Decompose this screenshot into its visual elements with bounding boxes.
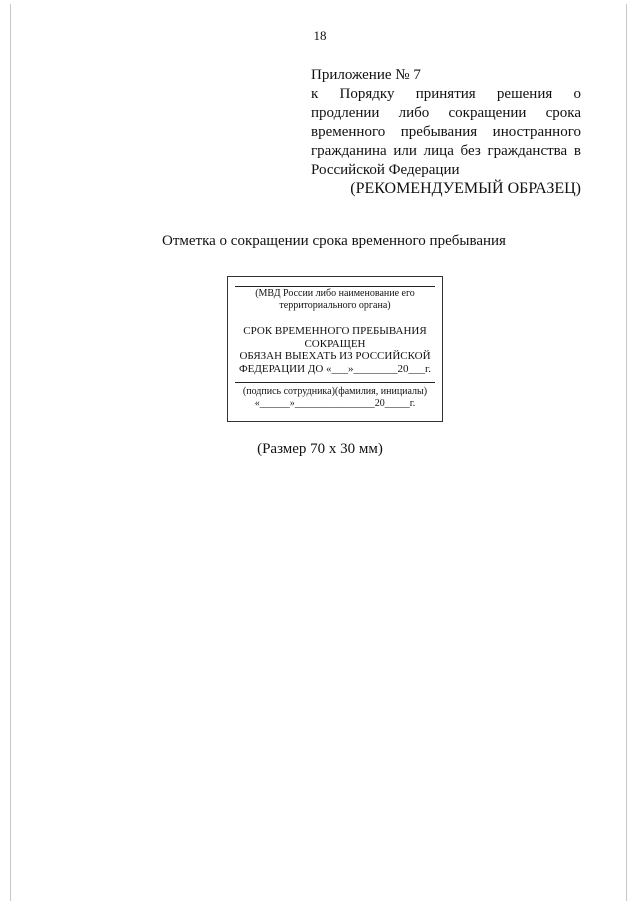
org-name-line — [235, 286, 435, 287]
stamp-line-2: СОКРАЩЕН — [304, 337, 366, 350]
stamp-date-line: «______»________________20_____г. — [254, 398, 416, 409]
stamp-form — [227, 276, 443, 422]
document-heading: Отметка о сокращении срока временного пребывания — [162, 233, 506, 249]
signature-line — [235, 382, 435, 383]
signature-caption: (подпись сотрудника)(фамилия, инициалы) — [242, 386, 428, 397]
org-caption-line2: территориального органа) — [279, 300, 391, 311]
appendix-reference: к Порядку принятия решения о продлении либо сокращении срока временного пребывания иностранного гражданина или лица без гражданства в Российской Федерации — [311, 86, 581, 178]
org-caption — [235, 288, 435, 312]
org-caption-line1: (МВД России либо наименование его — [255, 288, 415, 299]
stamp-body — [235, 325, 435, 375]
appendix-block — [311, 66, 581, 180]
stamp-line-3: ОБЯЗАН ВЫЕХАТЬ ИЗ РОССИЙСКОЙ — [239, 350, 431, 362]
size-note: (Размер 70 х 30 мм) — [257, 441, 383, 457]
stamp-line-1: СРОК ВРЕМЕННОГО ПРЕБЫВАНИЯ — [243, 325, 427, 337]
stamp-line-4: ФЕДЕРАЦИИ ДО «___»________20___г. — [238, 362, 432, 375]
appendix-title: Приложение № 7 — [311, 67, 421, 83]
page-number: 18 — [313, 28, 327, 43]
recommended-sample-label: (РЕКОМЕНДУЕМЫЙ ОБРАЗЕЦ) — [350, 180, 581, 197]
